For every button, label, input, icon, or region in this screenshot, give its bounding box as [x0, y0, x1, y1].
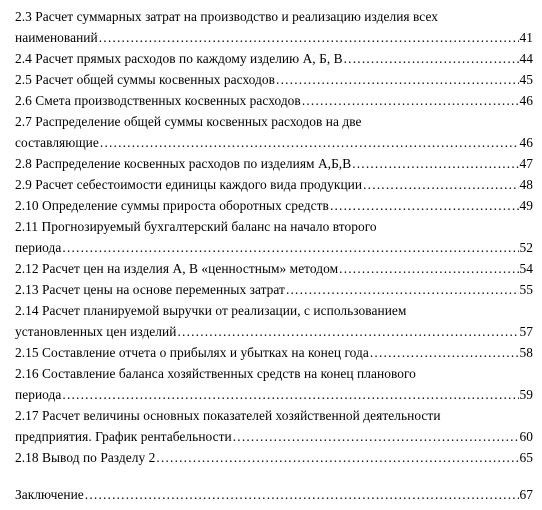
toc-entry-line: [15, 90, 533, 111]
dot-leader: [85, 484, 519, 505]
toc-page-number: 45: [519, 72, 533, 87]
dot-leader: [339, 258, 518, 279]
toc-entry-2-16[interactable]: [15, 363, 533, 405]
toc-entry-title: 2.15 Составление отчета о прибылях и убытках на конец года: [15, 345, 369, 360]
toc-entry-2-4[interactable]: [15, 48, 533, 69]
toc-page-number: 52: [519, 240, 533, 255]
toc-entry-line: [15, 426, 533, 447]
dot-leader: [352, 153, 518, 174]
toc-entry-title: 2.7 Распределение общей суммы косвенных расходов на две: [15, 114, 362, 129]
toc-entry-line: [15, 195, 533, 216]
toc-entry-title-end: установленных цен изделий: [15, 324, 177, 339]
toc-entry-conclusion[interactable]: [15, 484, 533, 505]
dot-leader: [177, 321, 518, 342]
toc-entry-title: Заключение: [15, 487, 84, 502]
toc-entry-title: 2.11 Прогнозируемый бухгалтерский баланс на начало второго: [15, 219, 377, 234]
toc-entry-title: 2.5 Расчет общей суммы косвенных расходов: [15, 72, 276, 87]
toc-entry-title: 2.16 Составление баланса хозяйственных средств на конец планового: [15, 366, 416, 381]
dot-leader: [276, 69, 518, 90]
toc-page-number: 58: [519, 345, 533, 360]
dot-leader: [156, 447, 518, 468]
toc-entry-2-13[interactable]: [15, 279, 533, 300]
dot-leader: [62, 384, 518, 405]
toc-entry-title-end: предприятия. График рентабельности: [15, 429, 232, 444]
toc-entry-title: 2.3 Расчет суммарных затрат на производство и реализацию изделия всех: [15, 9, 439, 24]
toc-entry-title-end: наименований: [15, 30, 98, 45]
dot-leader: [344, 48, 519, 69]
toc-page-number: 59: [519, 387, 533, 402]
toc-page-number: 57: [519, 324, 533, 339]
toc-entry-2-12[interactable]: [15, 258, 533, 279]
toc-entry-line: [15, 484, 533, 505]
dot-leader: [99, 27, 519, 48]
toc-entry-line: [15, 27, 533, 48]
toc-entry-2-3[interactable]: [15, 6, 533, 48]
toc-entry-line: [15, 237, 533, 258]
toc-page-number: 48: [519, 177, 533, 192]
toc-entry-title: 2.9 Расчет себестоимости единицы каждого вида продукции: [15, 177, 363, 192]
toc-entry-title-end: периода: [15, 387, 62, 402]
toc-entry-title: 2.12 Расчет цен на изделия А, В «ценностным» методом: [15, 261, 339, 276]
toc-entry-2-11[interactable]: [15, 216, 533, 258]
section-spacer: [15, 468, 533, 484]
toc-page-number: 67: [519, 487, 533, 502]
toc-entry-line: [15, 384, 533, 405]
toc-entry-2-10[interactable]: [15, 195, 533, 216]
dot-leader: [233, 426, 519, 447]
dot-leader: [370, 342, 519, 363]
toc-entry-2-6[interactable]: [15, 90, 533, 111]
toc-page-number: 55: [519, 282, 533, 297]
toc-page-number: 46: [519, 93, 533, 108]
toc-entry-2-14[interactable]: [15, 300, 533, 342]
toc-entry-2-7[interactable]: [15, 111, 533, 153]
dot-leader: [62, 237, 518, 258]
toc-page-number: 49: [519, 198, 533, 213]
toc-page-number: 46: [519, 135, 533, 150]
toc-entry-line: [15, 279, 533, 300]
toc-page-number: 60: [519, 429, 533, 444]
toc-entry-line: [15, 258, 533, 279]
toc-entry-title: 2.13 Расчет цены на основе переменных затрат: [15, 282, 285, 297]
toc-entry-2-17[interactable]: [15, 405, 533, 447]
table-of-contents: [15, 6, 533, 505]
toc-entry-line: [15, 48, 533, 69]
toc-page-number: 41: [519, 30, 533, 45]
toc-entry-line: [15, 69, 533, 90]
toc-entry-title: 2.10 Определение суммы прироста оборотных средств: [15, 198, 329, 213]
toc-entry-title: 2.14 Расчет планируемой выручки от реализации, с использованием: [15, 303, 407, 318]
toc-entry-2-15[interactable]: [15, 342, 533, 363]
dot-leader: [302, 90, 519, 111]
toc-entry-title-end: периода: [15, 240, 62, 255]
toc-entry-2-8[interactable]: [15, 153, 533, 174]
toc-entry-line: [15, 342, 533, 363]
toc-page-number: 44: [519, 51, 533, 66]
dot-leader: [100, 132, 519, 153]
toc-entry-2-18[interactable]: [15, 447, 533, 468]
toc-entry-line: [15, 321, 533, 342]
toc-page-number: 65: [519, 450, 533, 465]
toc-entry-2-9[interactable]: [15, 174, 533, 195]
toc-page-number: 47: [519, 156, 533, 171]
toc-page-number: 54: [519, 261, 533, 276]
toc-entry-line: [15, 174, 533, 195]
toc-entry-title: 2.4 Расчет прямых расходов по каждому изделию А, Б, В: [15, 51, 343, 66]
toc-entry-title: 2.17 Расчет величины основных показателей хозяйственной деятельности: [15, 408, 441, 423]
toc-entry-title: 2.8 Распределение косвенных расходов по изделиям А,Б,В: [15, 156, 352, 171]
dot-leader: [363, 174, 518, 195]
toc-entry-title: 2.6 Смета производственных косвенных расходов: [15, 93, 301, 108]
toc-entry-line: [15, 132, 533, 153]
toc-entry-title: 2.18 Вывод по Разделу 2: [15, 450, 156, 465]
toc-entry-line: [15, 153, 533, 174]
dot-leader: [286, 279, 519, 300]
toc-entry-title-end: составляющие: [15, 135, 99, 150]
dot-leader: [330, 195, 519, 216]
toc-entry-2-5[interactable]: [15, 69, 533, 90]
toc-entry-line: [15, 447, 533, 468]
